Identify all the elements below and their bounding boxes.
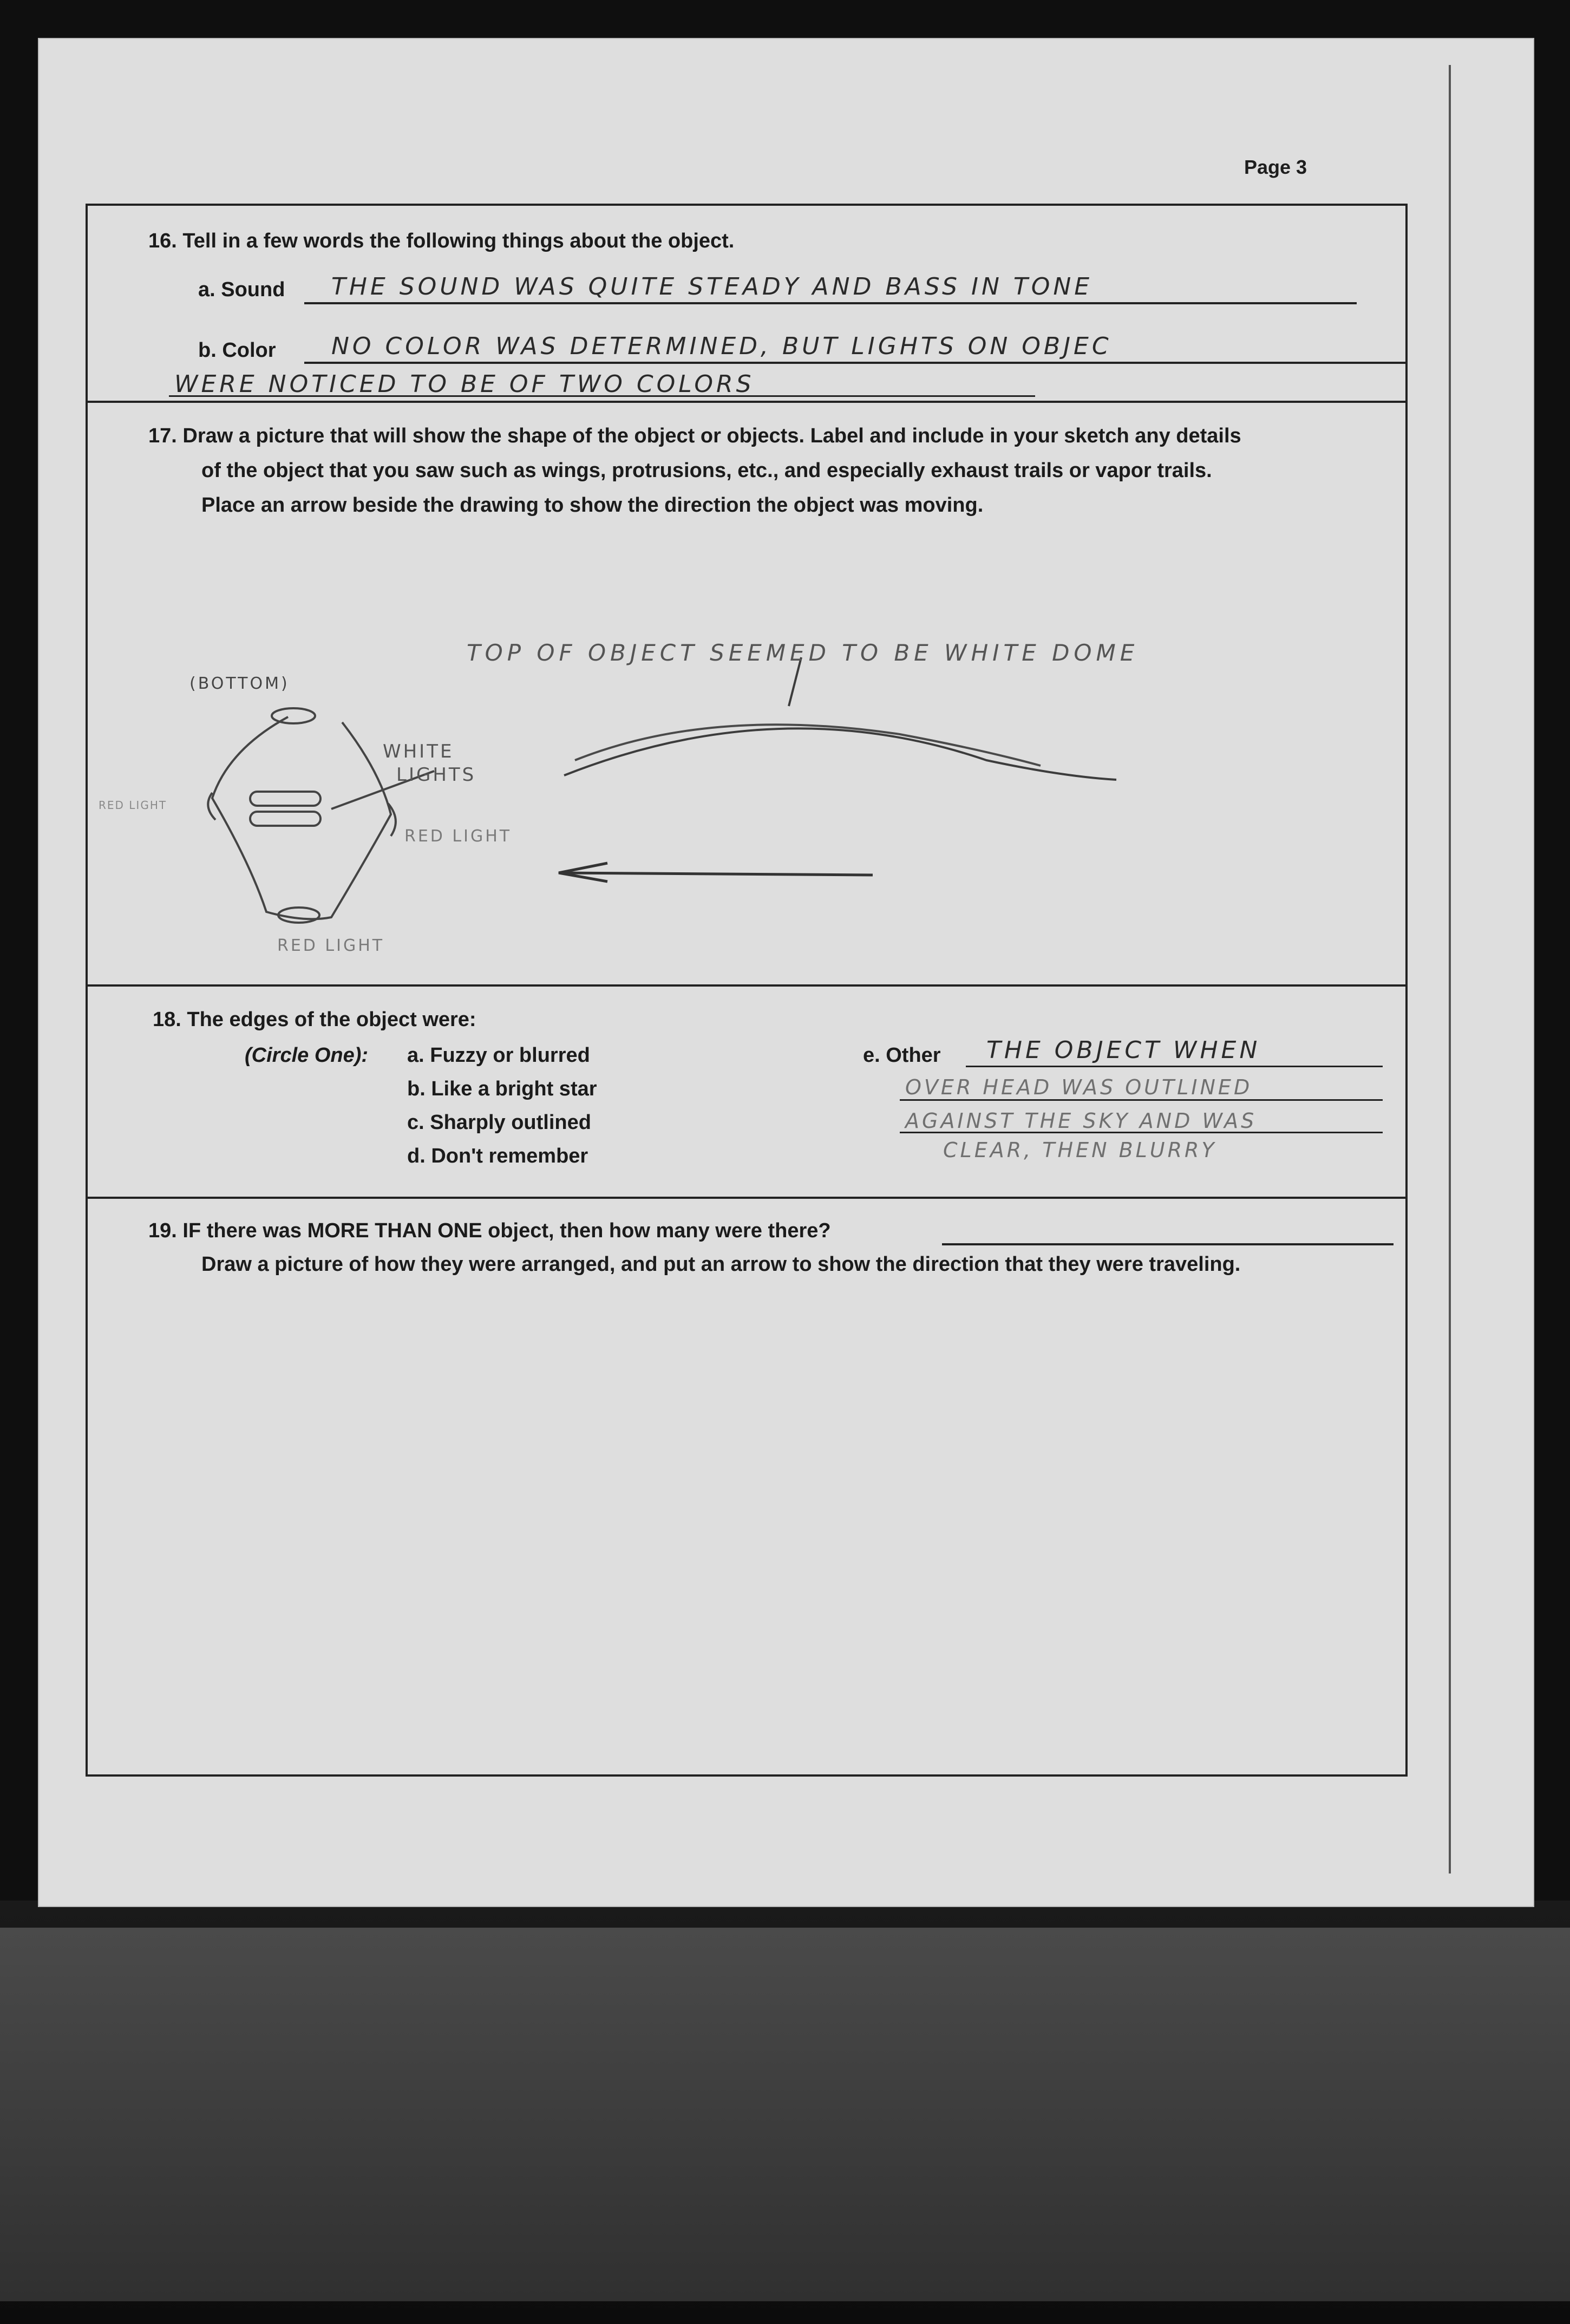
other-answer-line-2: OVER HEAD WAS OUTLINED (905, 1075, 1253, 1099)
top-note: TOP OF OBJECT SEEMED TO BE WHITE DOME (467, 639, 1139, 666)
bottom-view-outline (212, 717, 391, 919)
color-answer-line-2-underline (169, 395, 1035, 397)
bottom-label: (BOTTOM) (189, 674, 290, 693)
edge-option-d[interactable]: d. Don't remember (407, 1145, 588, 1167)
dome-profile (564, 728, 1116, 780)
question-19-line-2: Draw a picture of how they were arranged, and put an arrow to show the direction that they were traveling. (201, 1253, 1241, 1276)
question-18-section (88, 987, 1405, 1199)
question-18-prompt: 18. The edges of the object were: (153, 1008, 476, 1031)
other-underline-3 (900, 1132, 1383, 1133)
top-light (272, 708, 315, 723)
color-label: b. Color (198, 339, 276, 362)
other-label: e. Other (863, 1044, 941, 1067)
other-underline-1 (966, 1066, 1383, 1067)
other-answer-line-4: CLEAR, THEN BLURRY (943, 1138, 1217, 1162)
circle-one-label: (Circle One): (245, 1044, 369, 1067)
object-count-line[interactable] (942, 1243, 1394, 1245)
film-background (0, 1928, 1570, 2301)
sound-answer: THE SOUND WAS QUITE STEADY AND BASS IN TONE (331, 273, 1093, 301)
white-light-2 (250, 812, 320, 826)
dome-top-curve (575, 724, 1041, 766)
page-number: Page 3 (1244, 156, 1307, 178)
question-19-section (88, 1199, 1405, 1774)
red-light-right-label: RED LIGHT (404, 827, 512, 846)
sound-answer-line (304, 302, 1357, 304)
red-light-bottom-label: RED LIGHT (277, 936, 385, 955)
other-answer-line-3: AGAINST THE SKY AND WAS (905, 1109, 1257, 1133)
other-underline-2 (900, 1099, 1383, 1101)
direction-arrow-shaft (559, 873, 873, 875)
question-16-prompt: 16. Tell in a few words the following things about the object. (148, 230, 735, 252)
color-answer-line (304, 362, 1405, 364)
white-light-1 (250, 792, 320, 806)
bottom-light (278, 908, 319, 923)
object-sketch (88, 403, 1405, 982)
question-17-line-1: 17. Draw a picture that will show the shape of the object or objects. Label and include in your sketch any details (148, 425, 1241, 447)
sound-label: a. Sound (198, 278, 285, 301)
question-17-section (88, 403, 1405, 987)
question-16-section (88, 206, 1405, 403)
question-17-line-2: of the object that you saw such as wings, protrusions, etc., and especially exhaust trails or vapor trails. (201, 459, 1212, 482)
page-edge (1449, 65, 1451, 1873)
edge-option-a[interactable]: a. Fuzzy or blurred (407, 1044, 590, 1067)
color-answer-line-1: NO COLOR WAS DETERMINED, BUT LIGHTS ON OBJEC (331, 332, 1112, 360)
red-light-left-label: RED LIGHT (99, 799, 167, 812)
question-17-line-3: Place an arrow beside the drawing to show the direction the object was moving. (201, 494, 984, 517)
edge-option-c[interactable]: c. Sharply outlined (407, 1111, 591, 1134)
edge-option-b[interactable]: b. Like a bright star (407, 1078, 597, 1100)
other-answer-line-1: THE OBJECT WHEN (986, 1036, 1261, 1064)
white-lights-label-2: LIGHTS (396, 764, 476, 786)
report-form (86, 204, 1408, 1777)
white-lights-label-1: WHITE (383, 741, 454, 762)
color-answer-line-2: WERE NOTICED TO BE OF TWO COLORS (174, 370, 755, 398)
question-19-line-1: 19. IF there was MORE THAN ONE object, then how many were there? (148, 1219, 831, 1242)
